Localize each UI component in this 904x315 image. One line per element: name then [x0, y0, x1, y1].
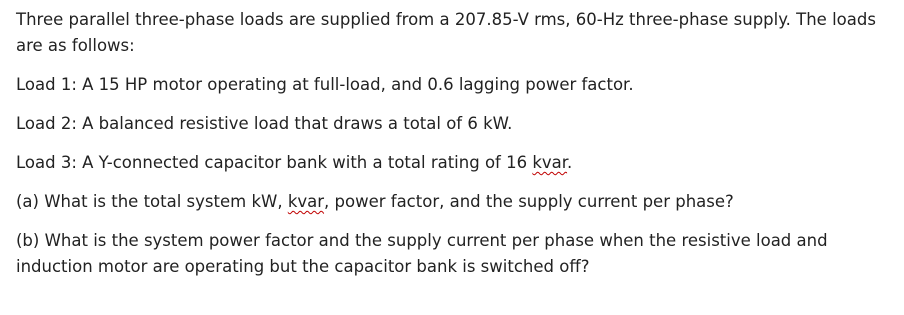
question-a-paragraph	[16, 189, 892, 215]
load-3-period: .	[567, 153, 573, 172]
load-2-paragraph: Load 2: A balanced resistive load that draws a total of 6 kW.	[16, 114, 513, 133]
problem-document	[16, 7, 892, 293]
load-3-paragraph	[16, 150, 892, 176]
intro-paragraph: Three parallel three-phase loads are supplied from a 207.85-V rms, 60-Hz three-phase supply. The loads are as follows:	[16, 10, 876, 55]
misspelled-word-kvar[interactable]: kvar	[287, 192, 325, 211]
question-a-text-end: , power factor, and the supply current per phase?	[324, 192, 734, 211]
misspelled-word-kvar[interactable]: kvar	[532, 153, 568, 172]
load-1-paragraph: Load 1: A 15 HP motor operating at full-load, and 0.6 lagging power factor.	[16, 75, 634, 94]
question-b-paragraph: (b) What is the system power factor and the supply current per phase when the resistive load and induction motor are operating but the capacitor bank is switched off?	[16, 231, 828, 276]
load-3-text: Load 3: A Y-connected capacitor bank with a total rating of 16	[16, 153, 533, 172]
question-a-text-start: (a) What is the total system kW,	[16, 192, 288, 211]
